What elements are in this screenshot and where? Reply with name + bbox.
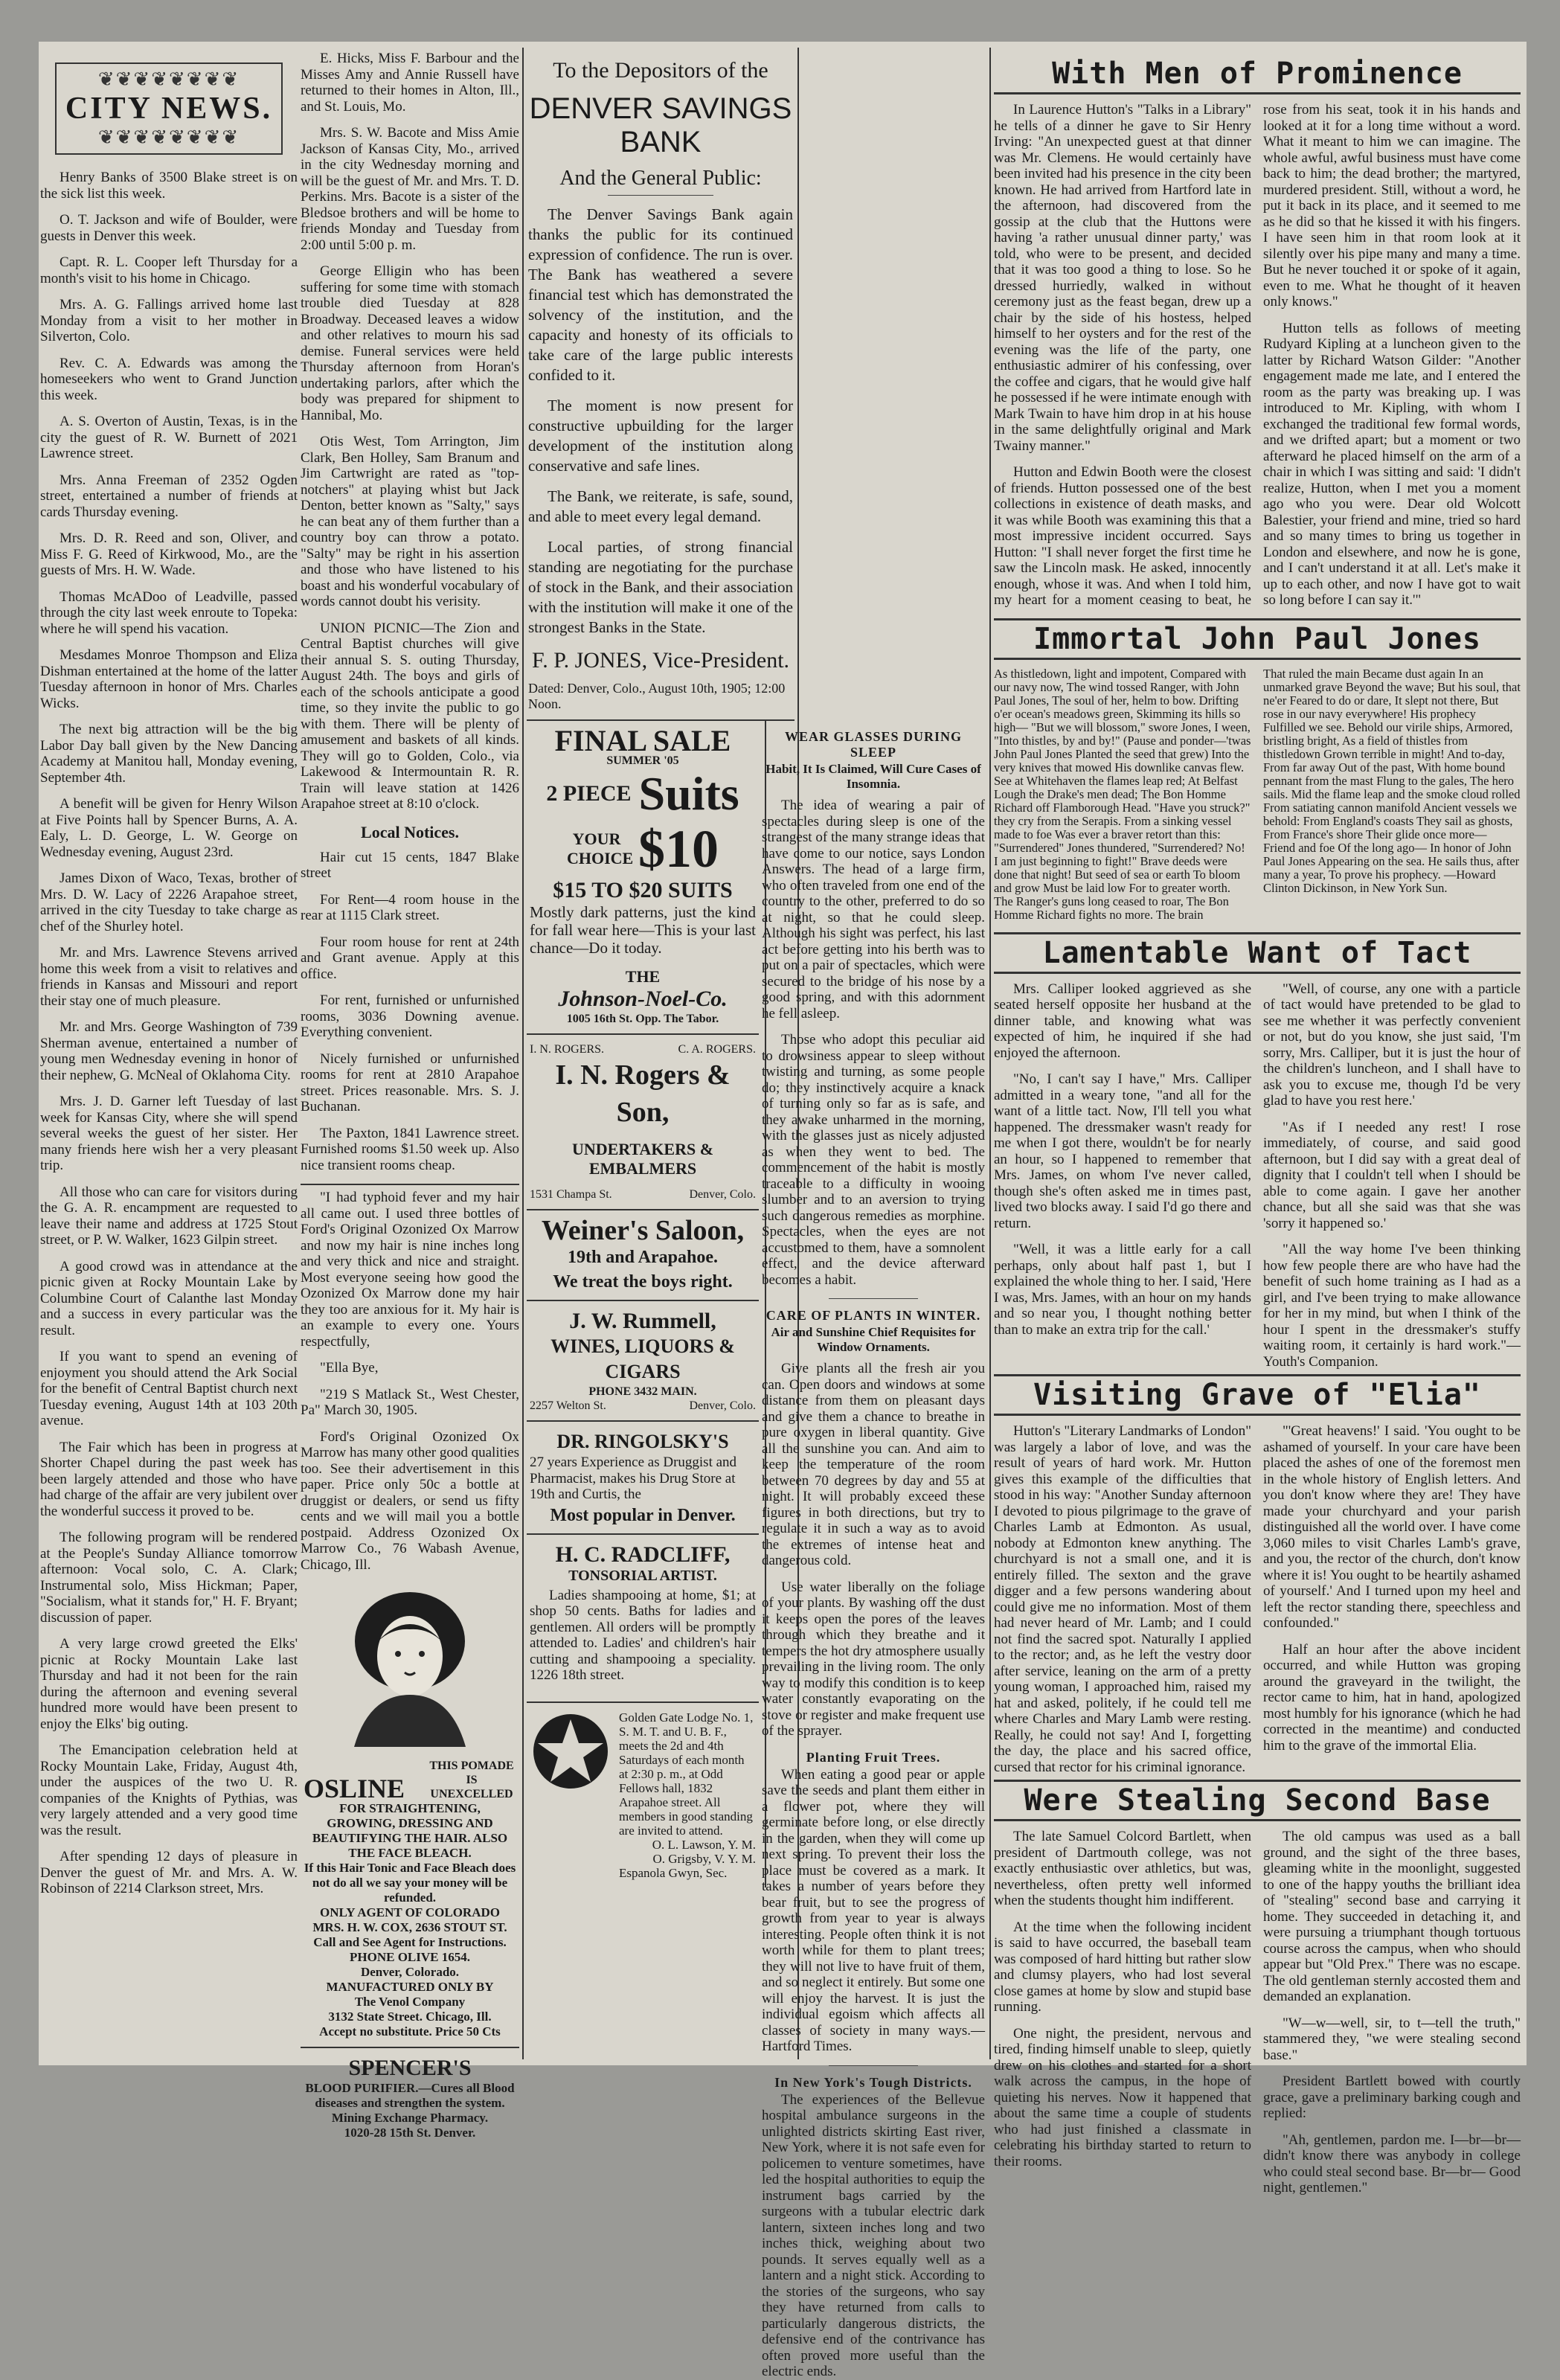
rummell-name: J. W. Rummell,: [569, 1309, 716, 1333]
spencer-line: BLOOD PURIFIER.—Cures all Blood diseases and strengthen the system.: [305, 2081, 515, 2110]
final-sale-store: Johnson-Noel-Co.: [558, 987, 728, 1011]
radcliff-ad: [527, 1533, 759, 1701]
news-item: The Emancipation celebration held at Rocky Mountain Lake, Friday, August 4th, under the auspices of the two U. R. companies of the Knights of Pythias, was very largely attended and a very good time was the result.: [40, 1742, 298, 1838]
column-articles: [762, 726, 985, 2379]
lodge-star-emblem-icon: [530, 1710, 612, 1880]
final-sale-piece: 2 PIECE: [546, 781, 632, 806]
osline-line: MRS. H. W. COX, 2636 STOUT ST.: [312, 1920, 507, 1934]
article-para: Give plants all the fresh air you can. Open doors and windows at some distance from them on pleasant days and give them a chance to breathe in pure oxygen in liberal quantity. Give all the sunshine you can. And aim to keep the temperature of the room between 70 degrees by day and 55 at night. It will probably exceed these figures in both directions, but try to regulate it in such a way as to avoid the extremes of intense heat and dangerous cold.: [762, 1361, 985, 1568]
rummell-city: Denver, Colo.: [689, 1399, 756, 1412]
article-para: Use water liberally on the foliage of your plants. By washing off the dust it keeps open the pores of the leaves through which they breathe and it tempers the hot dry atmosphere usually prevailing in the living room. The only way to modify this condition is to keep water constantly evaporating on the stove or register and make frequent use of the sprayer.: [762, 1579, 985, 1739]
testimonial-para: "Ella Bye,: [320, 1360, 379, 1376]
radcliff-line: TONSORIAL ARTIST.: [568, 1567, 717, 1584]
rummell-addr: 2257 Welton St.: [530, 1399, 606, 1412]
bank-para: Local parties, of strong financial standing are negotiating for the purchase of stock in the Bank, and their association with the institution will make it one of the strongest Banks in the State.: [528, 538, 793, 636]
osline-tag: THIS POMADE IS UNEXCELLED: [429, 1760, 514, 1800]
final-sale-addr: 1005 16th St. Opp. The Tabor.: [566, 1013, 719, 1025]
tact-body: [994, 981, 1521, 1370]
news-item: Henry Banks of 3500 Blake street is on the sick list this week.: [40, 170, 298, 202]
final-sale-range: $15 TO $20 SUITS: [553, 878, 733, 902]
osline-ad: [301, 1751, 519, 2047]
notice-item: Hair cut 15 cents, 1847 Blake street: [301, 849, 519, 881]
osline-line: 3132 State Street. Chicago, Ill.: [328, 2009, 492, 2024]
column-features: [994, 51, 1521, 2195]
news-item: A benefit will be given for Henry Wilson at Five Points hall by Spencer Burns, A. A. Ealy, L. D. George, L. W. George on Wednesday evening, August 23rd.: [40, 796, 298, 860]
final-sale-title: FINAL SALE: [554, 724, 731, 757]
news-item: Mrs. J. D. Garner left Tuesday of last week for Kansas City, where she will spend several weeks the guest of her sister. Her many friends here wish her a very pleasant trip.: [40, 1094, 298, 1173]
news-item: Mesdames Monroe Thompson and Eliza Dishman entertained at the home of the latter Tuesday afternoon in honor of Mrs. Charles Wicks.: [40, 647, 298, 711]
osline-line: MANUFACTURED ONLY BY: [326, 1980, 494, 1994]
rogers-name: I. N. Rogers & Son,: [555, 1059, 731, 1128]
final-sale-price: $10: [638, 819, 719, 879]
news-item: If you want to spend an evening of enjoyment you should attend the Ark Social for the benefit of Central Baptist church next Tuesday evening, August 14th at 103 20th avenue.: [40, 1349, 298, 1428]
elia-body: [994, 1423, 1521, 1775]
osline-lines: [304, 1801, 516, 2039]
ringolsky-desc: 27 years Experience as Druggist and Pharmacist, makes his Drug Store at 19th and Curtis, the: [530, 1454, 737, 1502]
glasses-head: WEAR GLASSES DURING SLEEP: [784, 729, 963, 760]
weiner-addr: 19th and Arapahoe.: [567, 1248, 719, 1267]
bank-name: DENVER SAVINGS BANK: [529, 92, 792, 158]
lodge-ad: [527, 1701, 759, 1887]
news-item: The next big attraction will be the big Labor Day ball given by the New Dancing Academy at Manitou hall, Monday evening, September 4th.: [40, 722, 298, 786]
article-para: At the time when the following incident is said to have occurred, the baseball team was composed of hard hitting but rather slow and clumsy players, who had lost several close games at home by slow and stupid base running.: [994, 1919, 1251, 2015]
city-news-items: [40, 170, 298, 1897]
final-sale-desc: Mostly dark patterns, just the kind for fall wear here—This is your last chance—Do it today.: [530, 903, 756, 957]
article-para: The experiences of the Bellevue hospital ambulance surgeons in the unlighted districts skirting East river, New York, where it is not safe even for policemen to venture sometimes, have led the hospital authorities to equip the instrument bags carried by the surgeons with a tubular electric dark lantern, sixteen inches long and two inches thick, weighing about two pounds. It serves equally well as a lantern and a night stick. According to the stories of the surgeons, who say they have returned from calls to particularly dangerous districts, the defensive end of the contrivance has often proved more useful than the electric ends.: [762, 2091, 985, 2379]
divider: [608, 195, 713, 196]
osline-line: Denver, Colorado.: [360, 1965, 460, 1979]
bank-to: To the Depositors of the: [553, 58, 768, 83]
radcliff-name: H. C. RADCLIFF,: [555, 1542, 731, 1567]
osline-line: FOR STRAIGHTENING, GROWING, DRESSING AND BEAUTIFYING THE HAIR. ALSO THE FACE BLEACH.: [312, 1801, 508, 1860]
lodge-s2: O. Grigsby, V. Y. M.: [652, 1851, 756, 1866]
notice-item: The Paxton, 1841 Lawrence street. Furnished rooms $1.50 week up. Also nice transient rooms cheap.: [301, 1125, 519, 1173]
article-para: The old campus was used as a ball ground, and the sight of the three bases, gleaming white in the moonlight, suggested to one of the happy youths the brilliant idea of "stealing" second base and carrying it home. They succeeded in detaching it, and were pursuing a triumphant though tortuous course across the campus, when who should appear but "Old Prex." There was no escape. The old gentleman sternly accosted them and demanded an explanation.: [1263, 1829, 1521, 2004]
rogers-right: C. A. ROGERS.: [678, 1043, 756, 1056]
article-para: Hutton's "Literary Landmarks of London" was largely a labor of love, and was the result of years of hard work. Mr. Hutton gives this example of the difficulties that stood in his way: "Another Sunday afternoon I devoted to pious pilgrimage to the grave of Charles Lamb at Edmonton. As usual, nobody at Edmonton knew anything. The churchyard is not a small one, and it is entirely filled. The sexton and the grave digger and a few persons wandering about could give me no information. Most of them had never heard of Mr. Lamb; and I could not find the sacred spot. Naturally I applied to the rector; and, as he left the vestry door after service, leaning on the arm of a pretty young woman, I approached him, raised my hat and asked, politely, if he could tell me where Charles and Mary Lamb were resting. Really, he could not say! And I, forgetting the day, the place and his sacred office, cursed that rector for his criminal ignorance.: [994, 1423, 1251, 1775]
bank-paragraphs: [528, 205, 793, 638]
divider: [301, 1184, 519, 1185]
column-rule: [522, 48, 524, 2059]
article-para: The idea of wearing a pair of spectacles during sleep is one of the strangest of the many strange ideas that have come to our notice, says London Answers. The head of a large firm, who often traveled from one end of the country to the other, preferred to do so at night, so that he could sleep. Although his sight was perfect, his last act before getting into his berth was to put on a pair of spectacles, which were secured to the bridge of his nose by a good spring, and with this adornment he fell asleep.: [762, 798, 985, 1021]
news-item: Capt. R. L. Cooper left Thursday for a month's visit to his home in Chicago.: [40, 254, 298, 286]
prominence-head: With Men of Prominence: [994, 55, 1521, 94]
poem-right: That ruled the main Became dust again In an unmarked grave Beyond the wave; But his soul, that ne'er Feared to do or dare, It slept not there, But rose in our navy everywhere! His prophecy Fulfilled we see. Behold our virile ships, Armored, bristling bright, As a field of thistles from thistledown Grown terrible in might! And to-day, From far away Out of the past, With home bound pennant from the mast Flung to the gales, The hero sails. Mid the flame leap and the smoke cloud rolled From satiating cannon manifold Ancient vessels we behold: From England's coasts They sail as ghosts, From France's shore Their glide once more— Friend and foe Of the long ago— In honor of John Paul Jones Appearing on the sea. He sails thus, after many a year, To prove his prophecy. —Howard Clinton Dickinson, in New York Sun.: [1263, 666, 1521, 895]
local-items: [301, 51, 519, 812]
news-item: All those who can care for visitors during the G. A. R. encampment are requested to leave their name and address at 1725 Stout street, or P. W. Walker, 1623 Gilpin street.: [40, 1184, 298, 1248]
final-sale-the: THE: [625, 967, 661, 986]
news-item: James Dixon of Waco, Texas, brother of Mrs. D. W. Lacy of 2226 Arapahoe street, arrived in the city Tuesday to take charge as chef of the Shurley hotel.: [40, 870, 298, 934]
article-para: "Well, of course, any one with a particle of tact would have pretended to be glad to see me whether it was perfectly convenient or not, but do you know, she just said, 'I'm sorry, Mrs. Calliper, but it is just the hour of the children's luncheon, and I shall have to ask you to excuse me, though I'd be very glad to have you rest here.': [1263, 981, 1521, 1109]
city-news-title: CITY NEWS.: [65, 92, 273, 126]
news-item: The Fair which has been in progress at Shorter Chapel during the past week has been largely attended and those who have had charge of the affair are very jubilent over the wonderful success it proved to be.: [40, 1439, 298, 1519]
rogers-left: I. N. ROGERS.: [530, 1043, 605, 1056]
article-para: Hutton and Edwin Booth were the closest of friends. Hutton possessed one of the best collections in existence of death masks, and it was while Booth was examining this that a most impressive incident occurred. Says Hutton: "I shall never forget the first time he saw the Lincoln mask. He asked, innocently enough, whose it was. And when I told him, my heart for a moment ceasing to beat, he rose from his seat, took it in his hands and looked at it for a long time without a word. What it meant to him we can imagine. The whole awful, awful business must have come back to him; the dead brother; the martyred, murdered president. Still, without a word, he put it back in its place, and it seemed to me as he did so that he kissed it with his fingers. I have seen him in that room look at it silently over his pipe many and many a time. But he never touched it or spoke of it again, even to me. What he thought of it heaven only knows.": [994, 102, 1521, 608]
rummell-phone: PHONE 3432 MAIN.: [588, 1385, 697, 1398]
rummell-ad: [527, 1300, 759, 1420]
news-item: A good crowd was in attendance at the picnic given at Rocky Mountain Lake by Columbine Court of Calanthe last Monday and a success in every particular was the result.: [40, 1258, 298, 1338]
elia-head: Visiting Grave of "Elia": [994, 1374, 1521, 1416]
notice-item: Nicely furnished or unfurnished rooms for rent at 2810 Arapahoe street. Prices reasonable. Mrs. S. J. Buchanan.: [301, 1051, 519, 1114]
testimonial-para: Ford's Original Ozonized Ox Marrow has many other good qualities too. See their advertisement in this paper. Price only 50c a bottle at druggist or dealers, or send us fifty cents and we will mail you a bottle postpaid. Address Ozonized Ox Marrow Co., 76 Wabash Avenue, Chicago, Ill.: [301, 1428, 519, 1573]
article-para: "Well, it was a little early for a call perhaps, only about half past 1, but I explained the whole thing to her. I said, 'Here I was, Mrs. James, with an hour on my hands and so near you, I thought nothing better than to make an extra trip for the call.': [994, 1242, 1251, 1338]
article-para: The late Samuel Colcord Bartlett, when president of Dartmouth college, was not exactly enthusiastic over athletics, but was, nevertheless, often pretty well informed when the students thought him indifferent.: [994, 1829, 1251, 1908]
article-para: "W—w—well, sir, to t—tell the truth," stammered they, "we were stealing second base.": [1263, 2015, 1521, 2063]
news-item: Rev. C. A. Edwards was among the homeseekers who went to Grand Junction this week.: [40, 355, 298, 403]
divider: [829, 2065, 918, 2066]
spencer-line: 1020-28 15th St. Denver.: [344, 2126, 476, 2140]
column-city-news: [40, 51, 298, 2058]
rummell-line: WINES, LIQUORS & CIGARS: [551, 1335, 735, 1382]
newspaper-page: [39, 42, 1527, 2379]
rogers-addr: 1531 Champa St.: [530, 1188, 612, 1201]
news-item: A. S. Overton of Austin, Texas, is in the city the guest of R. W. Burnett of 2021 Lawrence street.: [40, 414, 298, 461]
osline-line: ONLY AGENT OF COLORADO: [320, 1905, 500, 1919]
article-para: One night, the president, nervous and tired, finding himself unable to sleep, quietly drew on his clothes and started for a short walk across the campus, in the hope of quieting his nerves. Now it happened that about the same time a couple of students who had just finished a classmate in celebrating his birthday started to return to their rooms.: [994, 2025, 1251, 2169]
news-item: Otis West, Tom Arrington, Jim Clark, Ben Holley, Sam Branum and Jim Cartwright are rated as "top-notchers" at playing whist but Jack Denton, better known as "Salty," says he can beat any of them further than a country boy can throw a potato. "Salty" may be right in his assertion and those who have listened to his boast and his wonderful vocabulary of words cannot doubt his verisity.: [301, 434, 519, 609]
radcliff-desc: Ladies shampooing at home, $1; at shop 50 cents. Baths for ladies and gentlemen. All orders will be promptly attended to. Ladies' and children's hair cutting and shampooing a speciality. 1226 18th street.: [530, 1587, 756, 1683]
spencer-line: Mining Exchange Pharmacy.: [331, 2111, 489, 2125]
final-sale-season: SUMMER '05: [606, 754, 679, 767]
prominence-body: [994, 102, 1521, 614]
rogers-ad: [527, 1033, 759, 1209]
weiner-slogan: We treat the boys right.: [553, 1272, 733, 1292]
article-para: "All the way home I've been thinking how few people there are who have had the benefit of such home training as I had as a girl, and I've been trying to make allowance for her in my mind, but when I think of the hour I spent in the dressmaker's stuffy waiting room, it certainly is hard work."—Youth's Companion.: [1263, 1242, 1521, 1370]
article-para: "No, I can't say I have," Mrs. Calliper admitted in a weary tone, "and all for the want of a little tact. Now, I'll tell you what happened. The dressmaker wasn't ready for me when I got there, wouldn't be for nearly an hour, so I happened to remember that Mrs. James, on whom I've never called, though she's often asked me in times past, lived two blocks away. I said I'd go there and return.: [994, 1071, 1251, 1231]
jones-poem: [994, 667, 1521, 928]
article-para: Mrs. Calliper looked aggrieved as she seated herself opposite her husband at the dinner table, and knowing what was expected of him, he inquired if she had enjoyed the afternoon.: [994, 981, 1251, 1061]
article-para: Those who adopt this peculiar aid to drowsiness appear to sleep without twisting and turning, as some people do; they instinctively acquire a knack of turning only so far as is safe, and they awake unharmed in the morning, with the glasses just as nicely adjusted as when they went to bed. The commencement of the habit is mostly traceable to a difficulty in wooing slumber and to an aversion to trying such dangerous remedies as morphine. Spectacles, when the eyes are not accustomed to them, have a somnolent effect, and the device afterward becomes a habit.: [762, 1032, 985, 1288]
ads-stack: [527, 721, 766, 1887]
article-para: "As if I needed any rest! I rose immediately, of course, and said good afternoon, but I did say with a great deal of dignity that I couldn't tell when I should be able to come again. I gave her another chance, but all she said was that she was 'sorry it happened so.': [1263, 1119, 1521, 1231]
news-item: Mrs. D. R. Reed and son, Oliver, and Miss F. G. Reed of Kirkwood, Mo., are the guests of Mrs. H. W. Wade.: [40, 530, 298, 578]
notice-item: For rent, furnished or unfurnished rooms, 3036 Downing avenue. Everything convenient.: [301, 992, 519, 1040]
local-notices-heading: Local Notices.: [361, 822, 459, 841]
lodge-s3: Espanola Gwyn, Sec.: [619, 1865, 728, 1880]
laurel-ornament-icon: ❦❦❦❦❦❦❦❦: [97, 68, 240, 90]
fruit-body: [762, 1767, 985, 2055]
plants-sub: Air and Sunshine Chief Requisites for Window Ornaments.: [771, 1325, 976, 1354]
article-para: Hutton tells as follows of meeting Rudyard Kipling at a luncheon given to the latter by Richard Watson Gilder: "Another engagement made me late, and I entered the room as the party was breaking up. I was introduced to Mr. Kipling, with whom I exchanged the traditional few formal words, and we drifted apart; but a moment or two afterward he placed himself on the arm of a chair in which I was sitting and said: 'I didn't realize, Hutton, when I met you a moment ago who you were. Dear old Wolcott Balestier, your friend and mine, tried so hard and so many times to bring us together in London and elsewhere, and now he is gone, and I can't understand it at all. Let's make it up to each other, and now I have got to wait so long before I can say it.'": [1263, 320, 1521, 608]
divider: [829, 1298, 918, 1299]
tough-head: In New York's Tough Districts.: [774, 2074, 972, 2090]
news-item: Mrs. S. W. Bacote and Miss Amie Jackson of Kansas City, Mo., arrived in the city Wednesday morning and will be the guest of Mr. and Mrs. T. D. Perkins. Mrs. Bacote is a sister of the Bledsoe brothers and will be home to friends Monday and Tuesday from 2:00 until 5:00 p. m.: [301, 125, 519, 253]
news-item: A very large crowd greeted the Elks' picnic at Rocky Mountain Lake last Thursday and had it not been for the rain during the afternoon and evening several hundred more would have been present to enjoy the Elks' big outing.: [40, 1636, 298, 1732]
article-para: Half an hour after the above incident occurred, and while Hutton was groping around the graveyard in the twilight, the rector came to him, hat in hand, apologized most humbly for his ignorance (which he had corrected in the meantime) and conducted him to the grave of the immortal Elia.: [1263, 1641, 1521, 1754]
bank-para: The Denver Savings Bank again thanks the public for its continued expression of confidence. The run is over. The Bank has weathered a severe financial test which has demonstrated the solvency of the institution, and the capacity and honesty of its officials to take care of the large public interests confided to it.: [528, 205, 793, 384]
tact-head: Lamentable Want of Tact: [994, 932, 1521, 974]
ringolsky-tag: Most popular in Denver.: [550, 1505, 736, 1525]
plants-head: CARE OF PLANTS IN WINTER.: [765, 1308, 981, 1323]
article-para: President Bartlett bowed with courtly grace, gave a preliminary barking cough and replied:: [1263, 2073, 1521, 2121]
osline-line: Accept no substitute. Price 50 Cts: [319, 2024, 501, 2039]
news-item: Mrs. A. G. Fallings arrived home last Monday from a visit to her mother in Silverton, Colo.: [40, 297, 298, 344]
column-rule: [989, 48, 991, 2059]
article-para: When eating a good pear or apple save the seeds and plant them either in a flower pot, where they will germinate before long, or else directly in the garden, when they will come up next spring. To prevent their loss the place must be covered as a mark. It takes a number of years before they bear fruit, but to see the progress of growth from year to year is always interesting. People often think it is not worth while for them to plant trees; they will not live to have fruit of them, and so neglect it entirely. But some one will enjoy the harvest. It is just the individual egoism which affects all classes of society in many ways.—Hartford Times.: [762, 1766, 985, 2054]
spencer-ad: [301, 2047, 519, 2148]
osline-name: OSLINE: [304, 1774, 405, 1803]
final-sale-ad: [527, 721, 759, 1033]
testimonial-para: "I had typhoid fever and my hair all came out. I used three bottles of Ford's Original Ozonized Ox Marrow and now my hair is nine inches long and very thick and nice and straight. Most everyone seeing how good the Ozonized Ox Marrow done my hair they too are anxious for it. My hair is an example to every one. Yours respectfully,: [301, 1190, 519, 1350]
ringolsky-ad: [527, 1420, 759, 1533]
news-item: After spending 12 days of pleasure in Denver the guest of Mr. and Mrs. A. W. Robinson of 2214 Clarkson street, Mrs.: [40, 1849, 298, 1896]
glasses-body: [762, 798, 985, 1288]
laurel-ornament-icon: ❦❦❦❦❦❦❦❦: [97, 126, 240, 148]
weiner-name: Weiner's Saloon,: [541, 1215, 745, 1246]
poem-left: As thistledown, light and impotent, Compared with our navy now, The wind tossed Ranger, with John Paul Jones, The soul of her, helm to bow. Drifting o'er ocean's meadows green, Skimming its hills so high— "But we will blossom," swore Jones, I ween, "Into thistles, by and by!" (Pause and ponder—'twas John Paul Jones Planted the seed that grew) Into the very knives that mowed His downlike canvas flew. See at Whitehaven the flames leap red; At Belfast Lough the Drake's men dead; The Bon Homme Richard off Flamborough Head. "Have you struck?" they cry from the Serapis. From a sinking vessel made to foe Was ever a braver retort than this: "Surrendered" Jones thundered, "Surrendered? No! I am just beginning to fight!" Brave deeds were done that night! But seed of sea or earth To bloom and grow Must be laid low For to greater worth. The Ranger's guns long ceased to roar, The Bon Homme Richard fights no more. The brain: [994, 666, 1251, 922]
article-para: "'Great heavens!' I said. 'You ought to be ashamed of yourself. In your care have been placed the ashes of one of the foremost men in the whole history of English letters. And you don't know where they are! They have made your churchyard and your parish distinguished all the world over. I have come 3,060 miles to visit Charles Lamb's grave, and you, the rector of the church, don't know where it is! You ought to be heartily ashamed of yourself.' And I turned upon my heel and left the rector standing there, speechless and confounded.": [1263, 1423, 1521, 1631]
bank-notice: [527, 58, 795, 712]
news-item: Mr. and Mrs. Lawrence Stevens arrived home this week from a visit to relatives and friends in Kansas and Missouri and report their stay one of much pleasure.: [40, 945, 298, 1009]
osline-line: The Venol Company: [354, 1995, 466, 2009]
spencer-lines: [304, 2081, 516, 2140]
column-ads: [527, 51, 795, 2058]
bank-para: The Bank, we reiterate, is safe, sound, and able to meet every legal demand.: [528, 487, 793, 525]
bank-and: And the General Public:: [559, 167, 762, 190]
bank-para: The moment is now present for constructive upbuilding for the larger development of the institution along conservative and safe lines.: [528, 397, 793, 475]
base-head: Were Stealing Second Base: [994, 1780, 1521, 1821]
bank-signer: F. P. JONES, Vice-President.: [531, 648, 790, 673]
testimonial-para: "219 S Matlack St., West Chester, Pa" March 30, 1905.: [301, 1386, 519, 1418]
tough-body: [762, 2092, 985, 2380]
lodge-text: Golden Gate Lodge No. 1, S. M. T. and U. B. F., meets the 2d and 4th Saturdays of each month at 2:30 p. m., at Odd Fellows hall, 1832 Arapahoe street. All members in good standing are invited to attend.: [619, 1710, 754, 1838]
bank-dated: Dated: Denver, Colo., August 10th, 1905; 12:00 Noon.: [528, 681, 786, 711]
rogers-city: Denver, Colo.: [689, 1188, 756, 1201]
ads-and-articles: [527, 719, 795, 1887]
news-item: O. T. Jackson and wife of Boulder, were guests in Denver this week.: [40, 212, 298, 244]
lodge-s1: O. L. Lawson, Y. M.: [652, 1837, 756, 1852]
final-sale-suits: Suits: [638, 767, 739, 820]
osline-line: Call and See Agent for Instructions.: [313, 1935, 507, 1949]
article-para: In Laurence Hutton's "Talks in a Library" he tells of a dinner he gave to Sir Henry Irving: "An unexpected guest at that dinner was Mr. Clemens. He would certainly have been invited had his presence in the city been known. He had arrived from Hartford late in the afternoon, had discovered from the gossip at the club that the Huttons were having 'a rather unusual dinner party,' was told, who were to be present, and decided that it was too good a thing to lose. So he dressed hurriedly, walked in without ceremony just as the feast began, drew up a chair by the side of his hostess, helped himself to her oysters and for the rest of the evening was the life of the party, one enthusiastic admirer of his confessing, over the coffee and cigars, that he would give half he possessed if he were intimate enough with Mark Twain to have him drop in at his house in the same delightfully original and Mark Twainy manner.": [994, 102, 1251, 454]
notice-item: For Rent—4 room house in the rear at 1115 Clark street.: [301, 891, 519, 923]
woman-portrait-icon: [324, 1583, 495, 1747]
jones-head: Immortal John Paul Jones: [994, 618, 1521, 660]
news-item: Mrs. Anna Freeman of 2352 Ogden street, entertained a number of friends at cards Thursday evening.: [40, 472, 298, 520]
glasses-sub: Habit, It Is Claimed, Will Cure Cases of Insomnia.: [765, 762, 981, 791]
news-item: Mr. and Mrs. George Washington of 739 Sherman avenue, entertained a number of young men Wednesday evening in honor of their nephew, G. McNeal of Oklahoma City.: [40, 1019, 298, 1083]
osline-line: If this Hair Tonic and Face Bleach does not do all we say your money will be refunded.: [304, 1861, 516, 1905]
news-item: E. Hicks, Miss F. Barbour and the Misses Amy and Annie Russell have returned to their homes in Alton, Ill., and St. Louis, Mo.: [301, 51, 519, 115]
spencer-name: SPENCER'S: [348, 2056, 472, 2080]
osline-line: PHONE OLIVE 1654.: [350, 1950, 470, 1964]
news-item: The following program will be rendered at the People's Sunday Alliance tomorrow afternoon: Vocal solo, C. A. Clark; Instrumental solo, Miss Hickman; Paper, "Socialism, what it stands for," H. F. Bryant; discussion of paper.: [40, 1530, 298, 1626]
rogers-line: UNDERTAKERS & EMBALMERS: [571, 1140, 714, 1178]
final-sale-choice: YOUR CHOICE: [567, 830, 634, 867]
weiner-ad: [527, 1209, 759, 1300]
ox-marrow-testimonial: [301, 1190, 519, 1573]
base-body: [994, 1829, 1521, 2196]
news-item: UNION PICNIC—The Zion and Central Baptist churches will give their annual S. S. outing Thursday, August 24th. The boys and girls of each of the schools anticipate a good time, so they invite the public to go with them. There will be plenty of amusement and baskets of all kinds. They will go to Golden, Colo., via Lakewood & Intermountain R. R. Train will leave station at 1426 Arapahoe street at 8:10 o'clock.: [301, 620, 519, 812]
local-notices: [301, 850, 519, 1174]
news-item: George Elligin who has been suffering for some time with stomach trouble died Tuesday at 828 Broadway. Deceased leaves a widow and other relatives to mourn his sad demise. Funeral services were held Thursday afternoon from Horan's undertaking parlors, after which the body was prepared for shipment to Hannibal, Mo.: [301, 263, 519, 423]
ringolsky-name: DR. RINGOLSKY'S: [556, 1431, 729, 1452]
column-local: [301, 51, 519, 2140]
article-para: "Ah, gentlemen, pardon me. I—br—br— didn't know there was anybody in college who could steal second base. Br—br— Good night, gentlemen.": [1263, 2132, 1521, 2195]
fruit-head: Planting Fruit Trees.: [806, 1749, 941, 1765]
city-news-masthead: [55, 62, 283, 155]
notice-item: Four room house for rent at 24th and Grant avenue. Apply at this office.: [301, 934, 519, 982]
news-item: Thomas McADoo of Leadville, passed through the city last week enroute to Topeka: where he will spend his vacation.: [40, 588, 298, 637]
plants-body: [762, 1361, 985, 1739]
